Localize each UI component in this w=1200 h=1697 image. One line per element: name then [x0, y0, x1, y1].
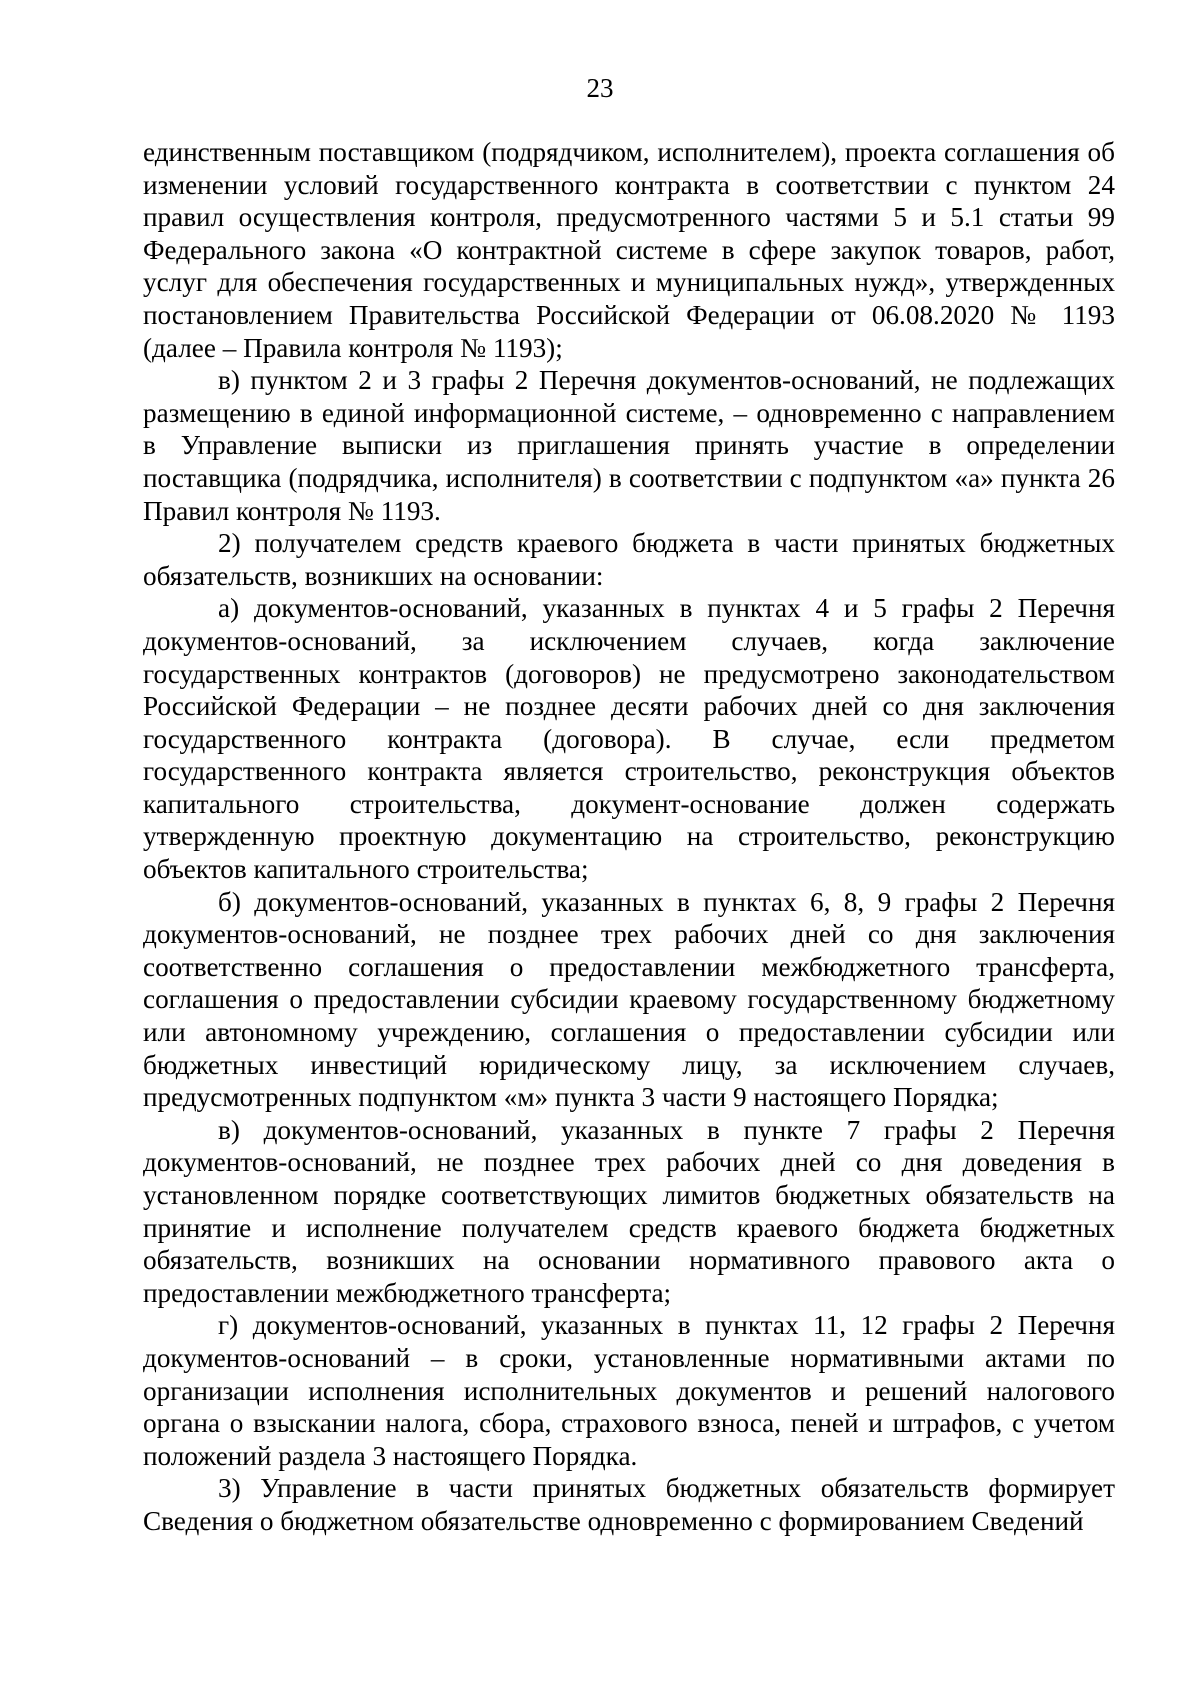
document-body: [143, 136, 1115, 1538]
paragraph-item-v-1: в) пунктом 2 и 3 графы 2 Перечня документов-оснований, не подлежащих размещению в единой информационной системе, – одновременно с направлением в Управление выписки из приглашения принять участие в определении поставщика (подрядчика, исполнителя) в соответствии с подпунктом «а» пункта 26 Правил контроля № 1193.: [143, 365, 1115, 526]
paragraph-item-3: 3) Управление в части принятых бюджетных обязательств формирует Сведения о бюджетном обязательстве одновременно с формированием Сведений: [143, 1473, 1115, 1536]
paragraph-continuation: единственным поставщиком (подрядчиком, исполнителем), проекта соглашения об изменении условий государственного контракта в соответствии с пунктом 24 правил осуществления контроля, предусмотренного частями 5 и 5.1 статьи 99 Федерального закона «О контрактной системе в сфере закупок товаров, работ, услуг для обеспечения государственных и муниципальных нужд», утвержденных постановлением Правительства Российской Федерации от 06.08.2020 № 1193 (далее – Правила контроля № 1193);: [143, 137, 1115, 363]
paragraph-item-g: г) документов-оснований, указанных в пунктах 11, 12 графы 2 Перечня документов-оснований – в сроки, установленные нормативными актами по организации исполнения исполнительных документов и решений налогового органа о взыскании налога, сбора, страхового взноса, пеней и штрафов, с учетом положений раздела 3 настоящего Порядка.: [143, 1310, 1115, 1471]
paragraph-item-v-2: в) документов-оснований, указанных в пункте 7 графы 2 Перечня документов-оснований, не позднее трех рабочих дней со дня доведения в установленном порядке соответствующих лимитов бюджетных обязательств на принятие и исполнение получателем средств краевого бюджета бюджетных обязательств, возникших на основании нормативного правового акта о предоставлении межбюджетного трансферта;: [143, 1114, 1115, 1308]
paragraph-item-2: 2) получателем средств краевого бюджета в части принятых бюджетных обязательств, возникших на основании:: [143, 528, 1115, 591]
paragraph-item-a: а) документов-оснований, указанных в пунктах 4 и 5 графы 2 Перечня документов-оснований, за исключением случаев, когда заключение государственных контрактов (договоров) не предусмотрено законодательством Российской Федерации – не позднее десяти рабочих дней со дня заключения государственного контракта (договора). В случае, если предметом государственного контракта является строительство, реконструкция объектов капитального строительства, документ-основание должен содержать утвержденную проектную документацию на строительство, реконструкцию объектов капитального строительства;: [143, 593, 1115, 885]
paragraph-item-b: б) документов-оснований, указанных в пунктах 6, 8, 9 графы 2 Перечня документов-оснований, не позднее трех рабочих дней со дня заключения соответственно соглашения о предоставлении межбюджетного трансферта, соглашения о предоставлении субсидии краевому государственному бюджетному или автономному учреждению, соглашения о предоставлении субсидии или бюджетных инвестиций юридическому лицу, за исключением случаев, предусмотренных подпунктом «м» пункта 3 части 9 настоящего Порядка;: [143, 886, 1115, 1113]
page-number: 23: [586, 73, 614, 103]
